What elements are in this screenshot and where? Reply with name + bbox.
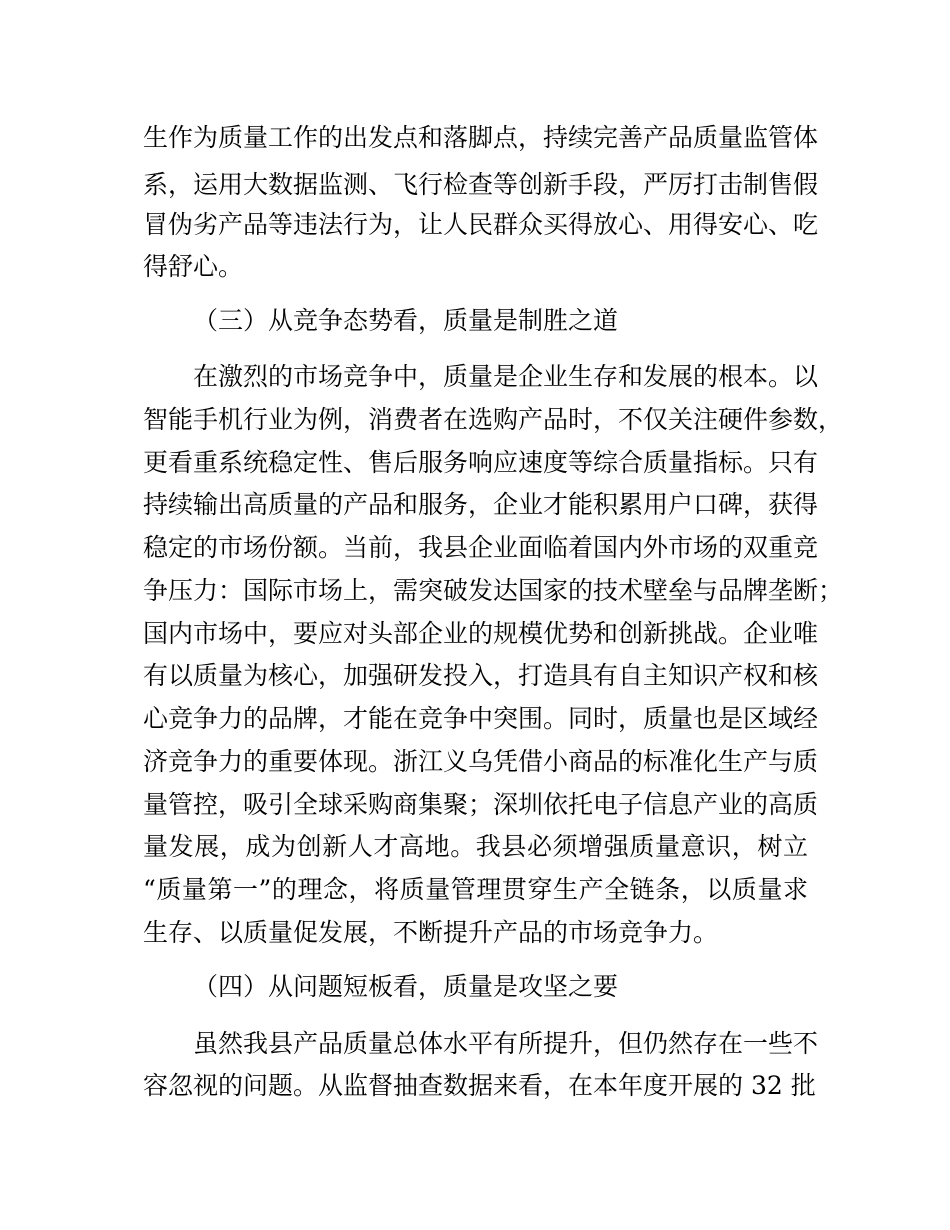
body-text-line: 智能手机行业为例，消费者在选购产品时，不仅关注硬件参数，: [143, 405, 844, 434]
body-text-line: 系，运用大数据监测、飞行检查等创新手段，严厉打击制售假: [143, 170, 819, 199]
section-heading-3: （三）从竞争态势看，质量是制胜之道: [193, 306, 619, 335]
body-text-line: 更看重系统稳定性、售后服务响应速度等综合质量指标。只有: [143, 448, 819, 477]
body-text-line: 有以质量为核心，加强研发投入，打造具有自主知识产权和核: [143, 661, 819, 690]
section-heading-4: （四）从问题短板看，质量是攻坚之要: [193, 972, 619, 1001]
body-text-line: “质量第一”的理念，将质量管理贯穿生产全链条，以质量求: [143, 875, 809, 904]
body-text-line: 冒伪劣产品等违法行为，让人民群众买得放心、用得安心、吃: [143, 210, 819, 239]
body-text-line: 心竞争力的品牌，才能在竞争中突围。同时，质量也是区域经: [143, 704, 819, 733]
body-text-line: 国内市场中，要应对头部企业的规模优势和创新挑战。企业唯: [143, 619, 819, 648]
body-text-line: 在激烈的市场竞争中，质量是企业生存和发展的根本。以: [193, 362, 819, 391]
body-text-line: 济竞争力的重要体现。浙江义乌凭借小商品的标准化生产与质: [143, 747, 819, 776]
body-text-line: 量发展，成为创新人才高地。我县必须增强质量意识，树立: [143, 832, 809, 861]
body-text-line: 得舒心。: [143, 252, 244, 281]
body-text-line: 量管控，吸引全球采购商集聚；深圳依托电子信息产业的高质: [143, 790, 819, 819]
body-text-line: 争压力：国际市场上，需突破发达国家的技术壁垒与品牌垄断；: [143, 576, 844, 605]
body-text-line: 生作为质量工作的出发点和落脚点，持续完善产品质量监管体: [143, 123, 819, 152]
body-text-line: 容忽视的问题。从监督抽查数据来看，在本年度开展的 32 批: [143, 1071, 816, 1100]
body-text-line: 生存、以质量促发展，不断提升产品的市场竞争力。: [143, 918, 719, 947]
body-text-line: 虽然我县产品质量总体水平有所提升，但仍然存在一些不: [193, 1029, 819, 1058]
body-text-line: 持续输出高质量的产品和服务，企业才能积累用户口碑，获得: [143, 490, 819, 519]
body-text-line: 稳定的市场份额。当前，我县企业面临着国内外市场的双重竞: [143, 533, 819, 562]
